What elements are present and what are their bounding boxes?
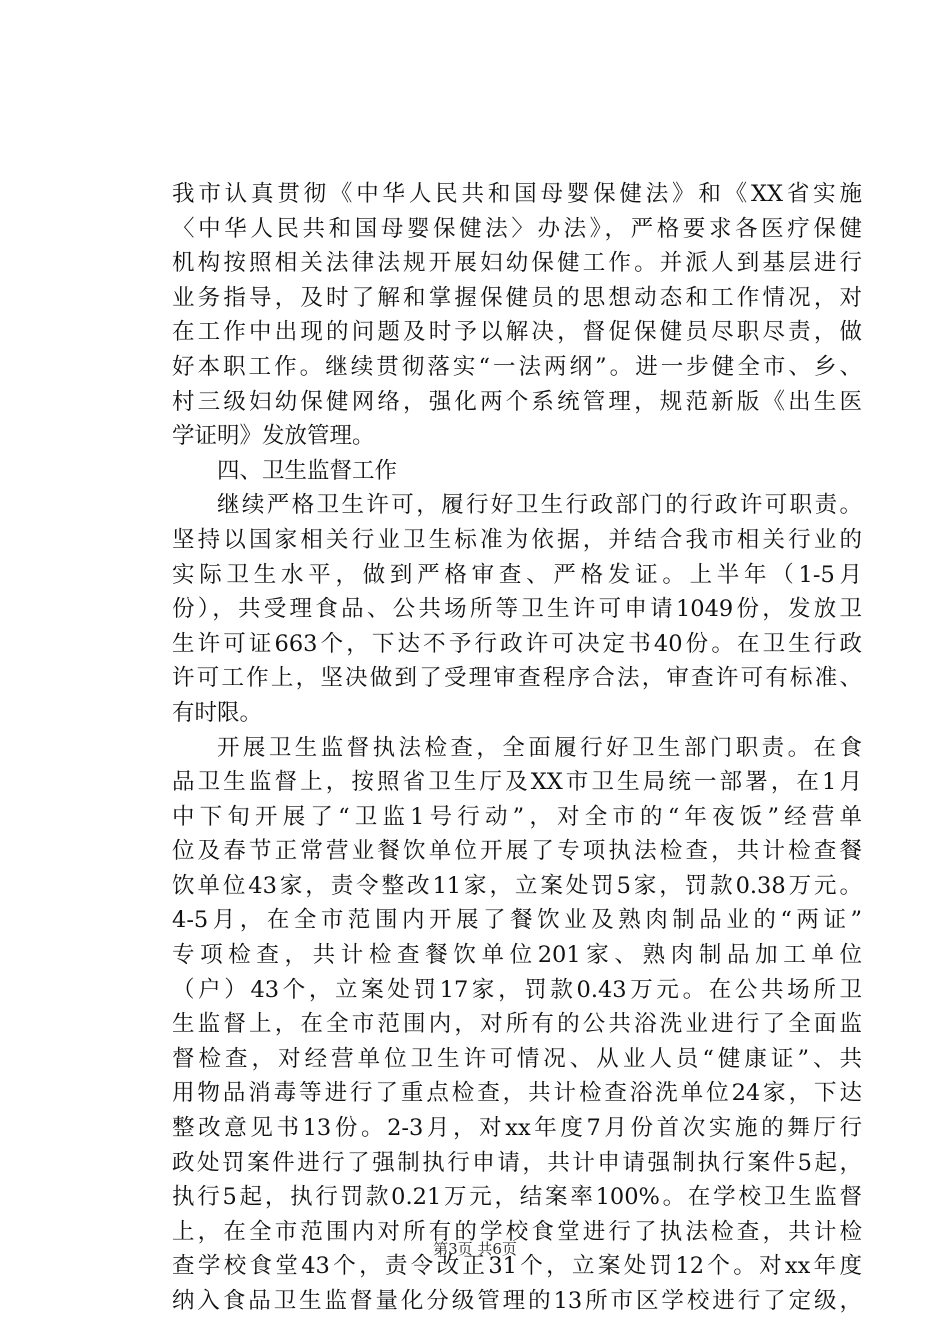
text-line: 继续严格卫生许可，履行好卫生行政部门的行政许可职责。 — [217, 492, 862, 519]
text-line: 用物品消毒等进行了重点检查，共计检查浴洗单位24家，下达 — [172, 1080, 862, 1107]
text-line: 我市认真贯彻《中华人民共和国母婴保健法》和《XX省实施 — [172, 181, 862, 207]
text-line: 〈中华人民共和国母婴保健法〉办法》，严格要求各医疗保健 — [172, 215, 862, 242]
text-line: 整改意见书13份。2-3月，对xx年度7月份首次实施的舞厅行 — [172, 1115, 862, 1142]
text-line: 执行5起，执行罚款0.21万元，结案率100%。在学校卫生监督 — [172, 1184, 862, 1211]
text-line: 村三级妇幼保健网络，强化两个系统管理，规范新版《出生医 — [172, 388, 862, 415]
text-line: 位及春节正常营业餐饮单位开展了专项执法检查，共计检查餐 — [172, 838, 862, 865]
text-line: 督检查，对经营单位卫生许可情况、从业人员“健康证”、共 — [172, 1045, 862, 1072]
document-body — [172, 177, 862, 1319]
text-line: 许可工作上，坚决做到了受理审查程序合法，审查许可有标准、 — [172, 665, 862, 692]
text-line: （户）43个，立案处罚17家，罚款0.43万元。在公共场所卫 — [172, 976, 862, 1003]
text-line: 好本职工作。继续贯彻落实“一法两纲”。进一步健全市、乡、 — [172, 353, 862, 380]
text-line: 纳入食品卫生监督量化分级管理的13所市区学校进行了定级， — [172, 1288, 862, 1314]
section-heading: 四、卫生监督工作 — [217, 457, 398, 484]
text-line: 中下旬开展了“卫监1号行动”，对全市的“年夜饭”经营单 — [172, 803, 862, 830]
text-line: 业务指导，及时了解和掌握保健员的思想动态和工作情况，对 — [172, 284, 862, 311]
text-line: 在工作中出现的问题及时予以解决，督促保健员尽职尽责，做 — [172, 319, 862, 346]
text-line: 专项检查，共计检查餐饮单位201家、熟肉制品加工单位 — [172, 942, 862, 969]
text-line: 查学校食堂43个，责令改正31个，立案处罚12个。对xx年度 — [172, 1253, 862, 1280]
text-line: 份），共受理食品、公共场所等卫生许可申请1049份，发放卫 — [172, 596, 862, 623]
text-line: 有时限。 — [172, 699, 263, 726]
text-line: 品卫生监督上，按照省卫生厅及XX市卫生局统一部署，在1月 — [172, 769, 862, 796]
text-line: 上，在全市范围内对所有的学校食堂进行了执法检查，共计检 — [172, 1218, 862, 1245]
text-line: 坚持以国家相关行业卫生标准为依据，并结合我市相关行业的 — [172, 526, 862, 553]
text-line: 实际卫生水平，做到严格审查、严格发证。上半年（1-5月 — [172, 561, 862, 588]
text-line: 机构按照相关法律法规开展妇幼保健工作。并派人到基层进行 — [172, 250, 862, 277]
text-line: 生许可证663个，下达不予行政许可决定书40份。在卫生行政 — [172, 630, 862, 657]
text-line: 饮单位43家，责令整改11家，立案处罚5家，罚款0.38万元。 — [172, 872, 862, 899]
text-line: 4-5月，在全市范围内开展了餐饮业及熟肉制品业的“两证” — [172, 907, 862, 934]
text-line: 开展卫生监督执法检查，全面履行好卫生部门职责。在食 — [217, 734, 862, 761]
text-line: 政处罚案件进行了强制执行申请，共计申请强制执行案件5起， — [172, 1149, 862, 1176]
page-footer: 第3页 共6页 — [433, 1240, 517, 1258]
text-line: 生监督上，在全市范围内，对所有的公共浴洗业进行了全面监 — [172, 1011, 862, 1038]
text-line: 学证明》发放管理。 — [172, 423, 375, 450]
